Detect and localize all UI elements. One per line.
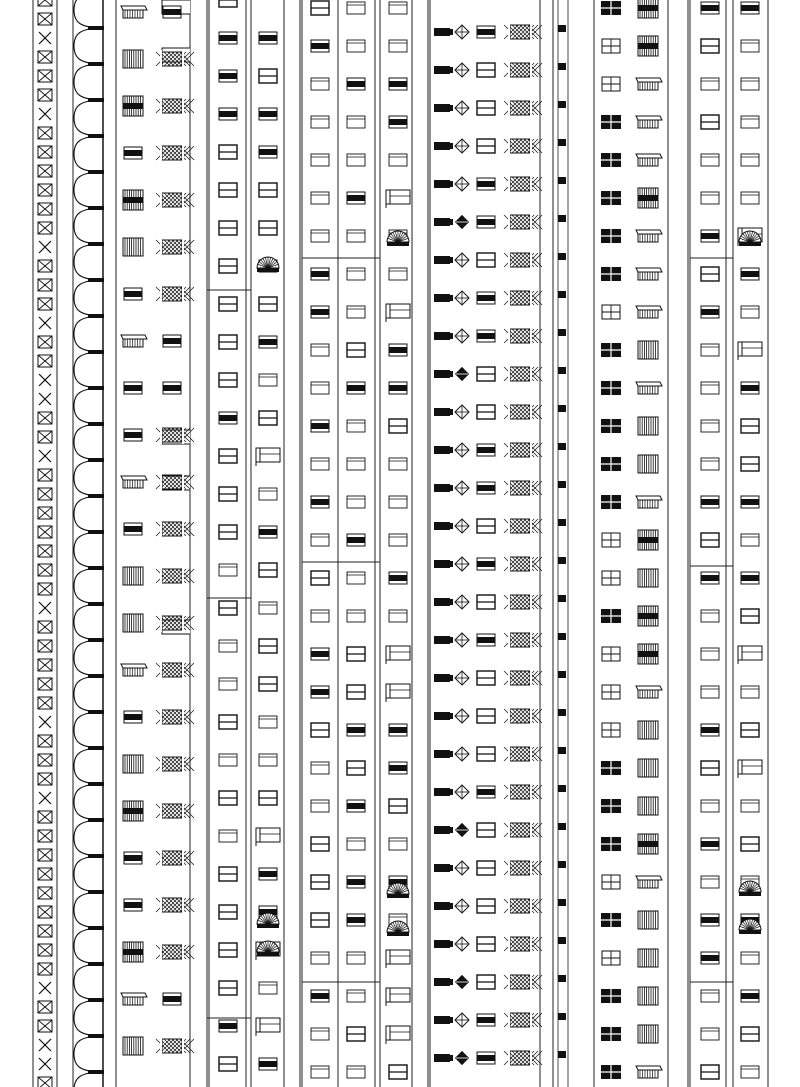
dark-small xyxy=(434,408,453,416)
dark-cross xyxy=(601,495,621,509)
dark-small xyxy=(434,940,453,948)
dark-small xyxy=(434,826,453,834)
dark-small xyxy=(434,636,453,644)
dark-small xyxy=(434,294,453,302)
stub-window xyxy=(558,709,566,716)
dark-small xyxy=(434,712,453,720)
dark-cross xyxy=(601,989,621,1003)
stub-window xyxy=(558,481,566,488)
stub-window xyxy=(558,785,566,792)
stub-window xyxy=(558,329,566,336)
dark-small xyxy=(434,1016,453,1024)
dark-cross xyxy=(601,799,621,813)
dark-cross xyxy=(601,267,621,281)
stub-window xyxy=(558,291,566,298)
stub-window xyxy=(558,595,566,602)
stub-window xyxy=(558,1013,566,1020)
stub-window xyxy=(558,633,566,640)
dark-small xyxy=(434,1054,453,1062)
dark-small xyxy=(434,750,453,758)
dark-small xyxy=(434,864,453,872)
dark-cross xyxy=(601,153,621,167)
stub-window xyxy=(558,519,566,526)
dark-small xyxy=(434,256,453,264)
stub-window xyxy=(558,823,566,830)
stub-window xyxy=(558,139,566,146)
dark-cross xyxy=(601,1027,621,1041)
dark-small xyxy=(434,66,453,74)
dark-cross xyxy=(601,343,621,357)
dark-cross xyxy=(601,229,621,243)
dark-cross xyxy=(601,419,621,433)
dark-cross xyxy=(601,457,621,471)
dark-cross xyxy=(601,913,621,927)
stub-window xyxy=(558,557,566,564)
dark-cross xyxy=(601,1065,621,1079)
dark-cross xyxy=(601,381,621,395)
stub-window xyxy=(558,1051,566,1058)
stub-window xyxy=(558,443,566,450)
stub-window xyxy=(558,177,566,184)
dark-cross xyxy=(601,1,621,15)
dark-small xyxy=(434,978,453,986)
stub-window xyxy=(558,671,566,678)
dark-small xyxy=(434,142,453,150)
dark-small xyxy=(434,902,453,910)
dark-cross xyxy=(601,761,621,775)
dark-cross xyxy=(601,191,621,205)
dark-small xyxy=(434,446,453,454)
stub-window xyxy=(558,367,566,374)
stub-window xyxy=(558,861,566,868)
dark-small xyxy=(434,560,453,568)
dark-small xyxy=(434,484,453,492)
dark-small xyxy=(434,104,453,112)
dark-small xyxy=(434,674,453,682)
stub-window xyxy=(558,899,566,906)
dark-small xyxy=(434,522,453,530)
stub-window xyxy=(558,405,566,412)
dark-small xyxy=(434,28,453,36)
stub-window xyxy=(558,63,566,70)
dark-small xyxy=(434,788,453,796)
dark-small xyxy=(434,370,453,378)
stub-window xyxy=(558,253,566,260)
dark-small xyxy=(434,180,453,188)
dark-small xyxy=(434,332,453,340)
stub-window xyxy=(558,975,566,982)
dark-small xyxy=(434,598,453,606)
stub-window xyxy=(558,101,566,108)
stub-window xyxy=(558,747,566,754)
dark-cross xyxy=(601,837,621,851)
dark-cross xyxy=(601,115,621,129)
stub-window xyxy=(558,215,566,222)
stub-window xyxy=(558,937,566,944)
dark-small xyxy=(434,218,453,226)
dark-cross xyxy=(601,609,621,623)
stub-window xyxy=(558,25,566,32)
